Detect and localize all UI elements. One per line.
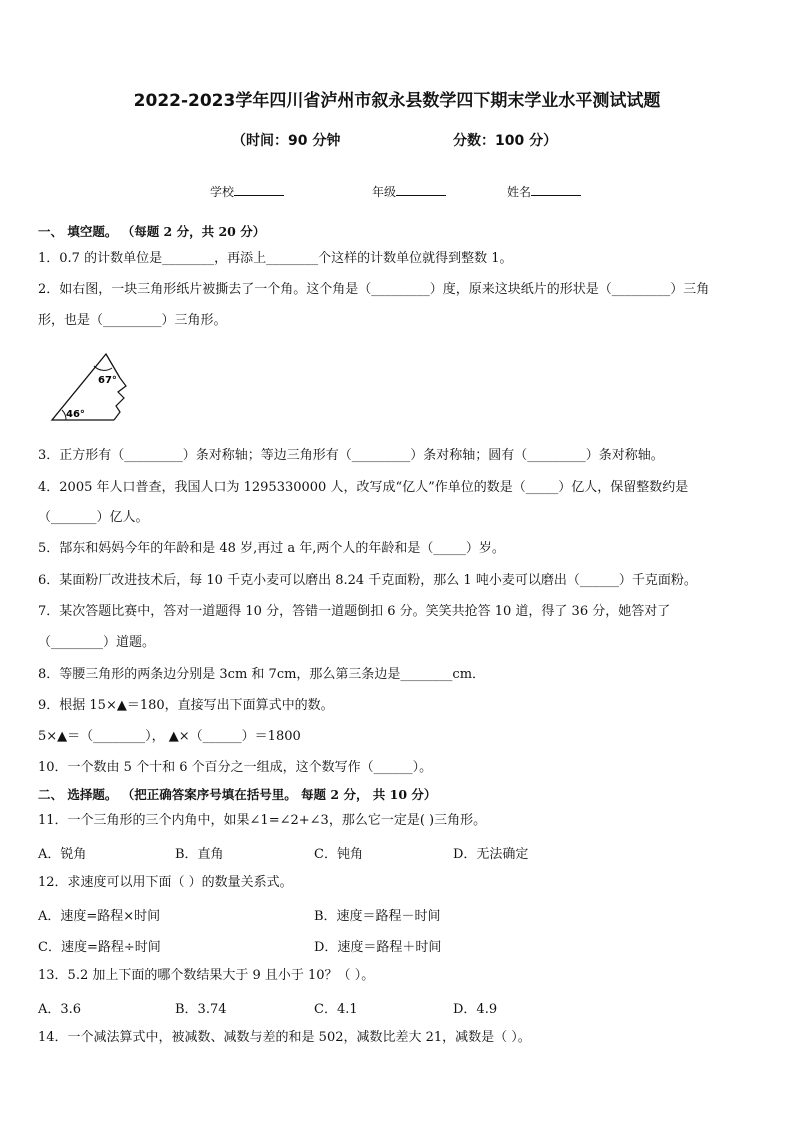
torn-triangle-figure — [46, 350, 136, 426]
grade-blank[interactable] — [396, 184, 446, 196]
q13-option-a[interactable]: A．3.6 — [38, 1002, 82, 1017]
question-1: 1．0.7 的计数单位是________，再添上________个这样的计数单位就得到整数 1。 — [38, 251, 513, 266]
question-7-line1: 7．某次答题比赛中，答对一道题得 10 分，答错一道题倒扣 6 分。笑笑共抢答 10 道，得了 36 分，她答对了 — [38, 604, 671, 619]
school-label: 学校 — [210, 185, 235, 199]
exam-score: 分数：100 分） — [453, 133, 558, 149]
exam-time: （时间：90 分钟 — [232, 133, 341, 149]
name-label: 姓名 — [507, 185, 532, 199]
question-4-line2: （_______）亿人。 — [38, 510, 149, 525]
grade-field — [372, 183, 446, 200]
question-5: 5．郜东和妈妈今年的年龄和是 48 岁,再过 a 年,两个人的年龄和是（_____）岁。 — [38, 541, 505, 556]
question-11: 11．一个三角形的三个内角中，如果∠1=∠2+∠3，那么它一定是( )三角形。 — [38, 813, 487, 828]
q12-option-d[interactable]: D．速度＝路程＋时间 — [314, 940, 442, 955]
angle-label-46: 46° — [66, 409, 85, 420]
question-8: 8．等腰三角形的两条边分别是 3cm 和 7cm，那么第三条边是________cm． — [38, 667, 486, 682]
question-12: 12．求速度可以用下面（ ）的数量关系式。 — [38, 875, 293, 890]
school-blank[interactable] — [234, 184, 284, 196]
question-7-line2: （________）道题。 — [38, 635, 156, 650]
angle-arc-top — [94, 366, 112, 370]
question-2-line2: 形，也是（_________）三角形。 — [38, 313, 227, 328]
q12-option-c[interactable]: C．速度=路程÷时间 — [38, 940, 161, 955]
q11-option-d[interactable]: D．无法确定 — [453, 847, 529, 862]
question-6: 6．某面粉厂改进技术后，每 10 千克小麦可以磨出 8.24 千克面粉，那么 1 吨小麦可以磨出（______）千克面粉。 — [38, 573, 697, 588]
name-blank[interactable] — [531, 184, 581, 196]
angle-label-67: 67° — [98, 375, 117, 386]
question-14: 14．一个减法算式中，被减数、减数与差的和是 502，减数比差大 21，减数是（ ）。 — [38, 1030, 531, 1045]
q11-option-b[interactable]: B．直角 — [175, 847, 224, 862]
grade-label: 年级 — [372, 185, 397, 199]
q13-option-b[interactable]: B．3.74 — [175, 1002, 227, 1017]
question-10: 10．一个数由 5 个十和 6 个百分之一组成，这个数写作（______）。 — [38, 760, 433, 775]
school-field — [210, 183, 284, 200]
q11-option-a[interactable]: A．锐角 — [38, 847, 87, 862]
q13-option-c[interactable]: C．4.1 — [314, 1002, 358, 1017]
section2-title: 二、 选择题。 （把正确答案序号填在括号里。 每题 2 分， 共 10 分） — [38, 787, 437, 802]
question-9-line1: 9．根据 15×▲＝180，直接写出下面算式中的数。 — [38, 698, 334, 713]
q12-option-b[interactable]: B．速度＝路程－时间 — [314, 909, 441, 924]
page-title: 2022-2023学年四川省泸州市叙永县数学四下期末学业水平测试试题 — [133, 91, 661, 111]
question-3: 3．正方形有（_________）条对称轴；等边三角形有（_________）条对称轴；圆有（_________）条对称轴。 — [38, 448, 664, 463]
question-2-line1: 2．如右图，一块三角形纸片被撕去了一个角。这个角是（_________）度，原来这块纸片的形状是（_________）三角 — [38, 282, 710, 297]
q11-option-c[interactable]: C．钝角 — [314, 847, 363, 862]
question-4-line1: 4．2005 年人口普查，我国人口为 1295330000 人，改写成“亿人”作单位的数是（_____）亿人，保留整数约是 — [38, 480, 689, 495]
q13-option-d[interactable]: D．4.9 — [453, 1002, 498, 1017]
section1-title: 一、 填空题。 （每题 2 分，共 20 分） — [38, 224, 266, 239]
question-13: 13．5.2 加上下面的哪个数结果大于 9 且小于 10？（ ）。 — [38, 968, 375, 983]
name-field — [507, 183, 581, 200]
question-9-line2: 5×▲＝（________）， ▲×（______）＝1800 — [38, 729, 301, 744]
q12-option-a[interactable]: A．速度=路程×时间 — [38, 909, 161, 924]
